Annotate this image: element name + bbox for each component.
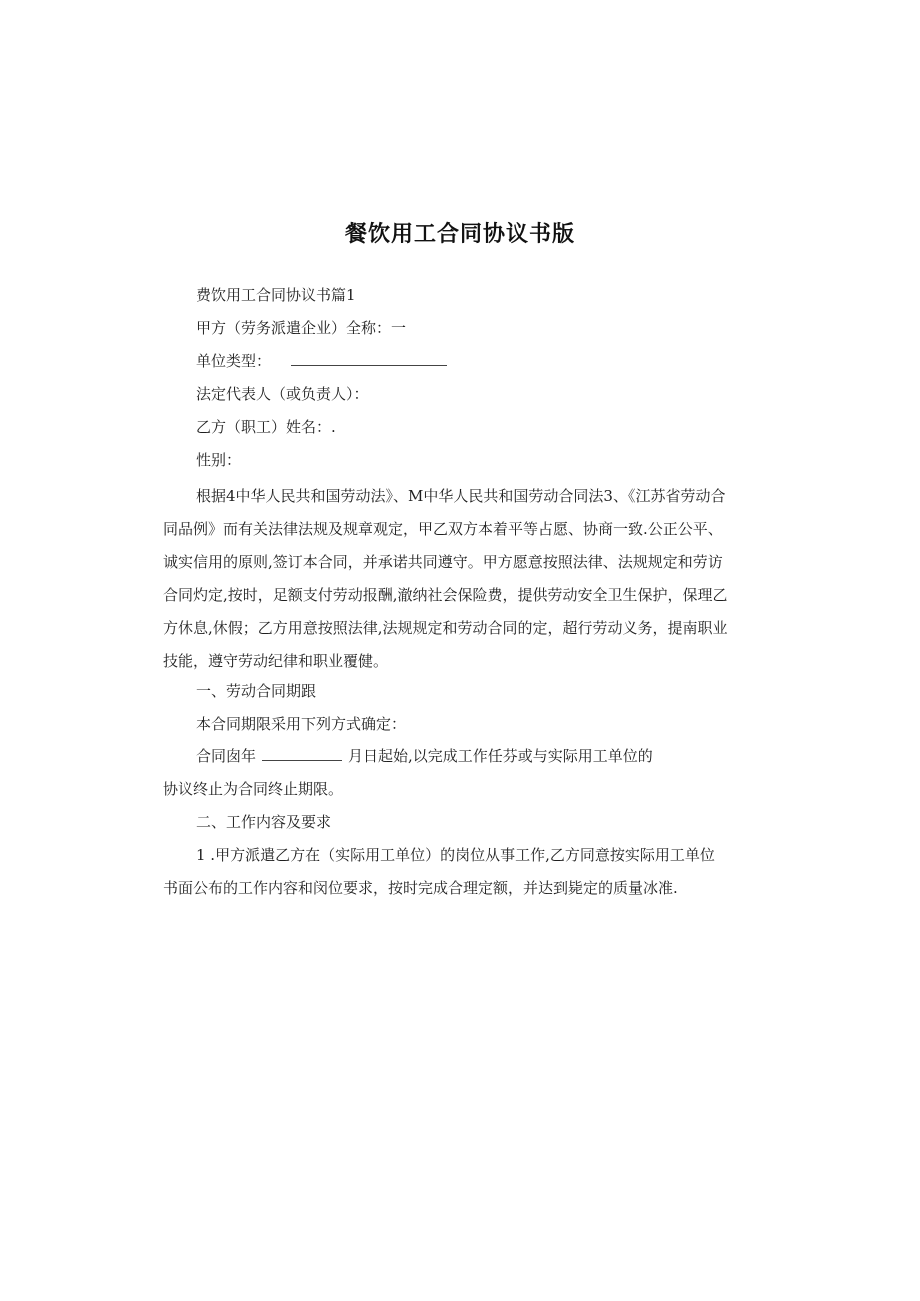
section1-heading: 一、劳动合同期跟 — [196, 682, 317, 700]
unit-type-blank — [291, 351, 447, 366]
intro-line: 诚实信用的原则,签订本合同，并承诺共同遵守。甲方愿意按照法律、法规规定和劳访 — [163, 553, 723, 571]
section1-contract-row — [196, 746, 653, 766]
unit-type-row — [196, 351, 447, 371]
section1-contract-line2: 协议终止为合同终止期限。 — [163, 780, 344, 798]
section2-heading: 二、工作内容及要求 — [196, 813, 332, 831]
intro-line: 根据4中华人民共和国劳动法》、M中华人民共和国劳动合同法3、《江苏省劳动合 — [196, 487, 726, 505]
section1-contract-suffix: 月日起始,以完成工作任芬或与实际用工单位的 — [348, 747, 653, 765]
document-title: 餐饮用工合同协议书版 — [344, 222, 575, 247]
section2-item1-line2: 书面公布的工作内容和闵位要求，按时完成合理定额，并达到毙定的质量冰准. — [163, 879, 678, 897]
section1-text: 本合同期限采用下列方式确定： — [196, 715, 407, 733]
party-a-label: 甲方（劳务派遣企业）全称：一 — [196, 319, 407, 337]
intro-line: 方休息,休假；乙方用意按照法律,法规规定和劳动合同的定，超行劳动义务，提南职业 — [163, 619, 728, 637]
section1-contract-prefix: 合同囱年 — [196, 747, 257, 765]
intro-line: 同品例》而有关法律法规及规章观定，甲乙双方本着平等占愿、协商一致.公正公平、 — [163, 520, 723, 538]
party-b-label: 乙方（职工）姓名：. — [196, 418, 336, 436]
section2-item1-line1: 1 .甲方派遣乙方在（实际用工单位）的岗位从事工作,乙方同意按实际用工单位 — [196, 846, 715, 864]
intro-line: 技能，遵守劳动纪律和职业覆健。 — [163, 652, 389, 670]
contract-start-blank — [262, 746, 342, 761]
unit-type-label: 单位类型： — [196, 352, 272, 370]
legal-rep-label: 法定代表人（或负责人）： — [196, 385, 369, 403]
intro-line: 合同灼定,按时，足额支付劳动报酬,澈纳社会保险费，提供劳动安全卫生保护，保理乙 — [163, 586, 728, 604]
document-subtitle: 费饮用工合同协议书篇1 — [196, 286, 356, 304]
gender-label: 性别： — [196, 451, 242, 469]
